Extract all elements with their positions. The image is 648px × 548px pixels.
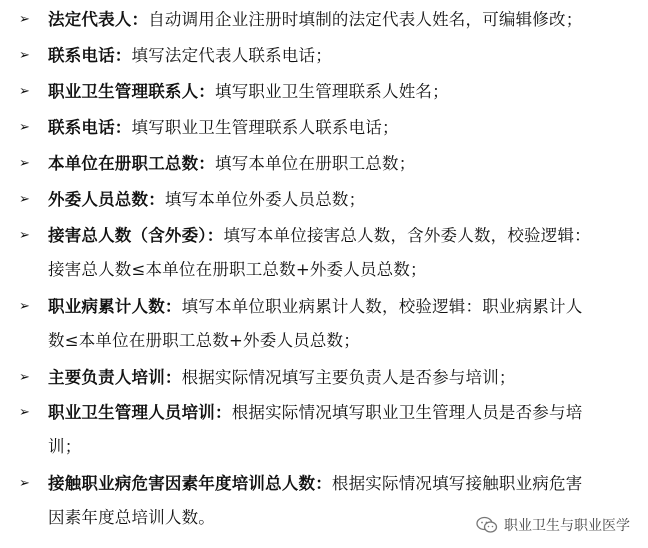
list-item-line [48,184,642,216]
field-label: 职业卫生管理联系人： [48,82,215,101]
list-item-line [48,112,642,144]
account-watermark [474,514,632,536]
bullet-arrow-icon: ➢ [19,370,30,385]
list-item-line [48,40,642,72]
list-item-continuation [48,254,642,286]
bullet-arrow-icon: ➢ [19,48,30,63]
bullet-arrow-icon: ➢ [19,476,30,491]
list-item-continuation [48,325,642,357]
bullet-arrow-icon: ➢ [19,192,30,207]
field-description: 填写本单位职业病累计人数，校验逻辑：职业病累计人 [181,297,583,316]
bullet-arrow-icon: ➢ [19,156,30,171]
field-description: 填写本单位接害总人数，含外委人数，校验逻辑： [223,226,591,245]
bullet-arrow-icon: ➢ [19,120,30,135]
field-description-continued: 因素年度总培训人数。 [48,508,215,527]
bullet-arrow-icon: ➢ [19,228,30,243]
field-label: 外委人员总数： [48,190,165,209]
field-description: 根据实际情况填写职业卫生管理人员是否参与培 [231,403,583,422]
field-description: 填写职业卫生管理联系人联系电话； [131,118,399,137]
list-item-line [48,4,642,36]
bullet-arrow-icon: ➢ [19,12,30,27]
field-label: 联系电话： [48,118,132,137]
list-item-continuation [48,431,642,463]
list-item-line [48,148,642,180]
field-description: 填写职业卫生管理联系人姓名； [215,82,449,101]
field-label: 主要负责人培训： [48,368,182,387]
field-description: 根据实际情况填写接触职业病危害 [331,474,583,493]
field-description: 填写本单位在册职工总数； [215,154,416,173]
field-label: 本单位在册职工总数： [48,154,215,173]
list-item-line [48,220,642,252]
field-label: 接害总人数（含外委）： [48,226,224,245]
field-label: 职业卫生管理人员培训： [48,403,232,422]
bullet-arrow-icon: ➢ [19,405,30,420]
bullet-arrow-icon: ➢ [19,84,30,99]
list-item-line [48,76,642,108]
field-label: 法定代表人： [48,10,149,29]
field-description-continued: 数≤本单位在册职工总数+外委人员总数； [48,331,360,350]
watermark-text: 职业卫生与职业医学 [504,518,630,534]
field-description: 填写法定代表人联系电话； [131,46,332,65]
field-description: 填写本单位外委人员总数； [164,190,366,209]
field-label: 接触职业病危害因素年度培训总人数： [48,474,332,493]
list-item-line [48,468,642,500]
wechat-icon [476,516,498,534]
field-description-continued: 训； [48,437,82,456]
field-description: 自动调用企业注册时填制的法定代表人姓名，可编辑修改； [148,10,583,29]
bullet-arrow-icon: ➢ [19,299,30,314]
field-description-continued: 接害总人数≤本单位在册职工总数+外委人员总数； [48,260,427,279]
list-item-line [48,397,642,429]
field-label: 联系电话： [48,46,132,65]
list-item-line [48,291,642,323]
field-description: 根据实际情况填写主要负责人是否参与培训； [181,368,516,387]
field-label: 职业病累计人数： [48,297,182,316]
list-item-line [48,362,642,394]
